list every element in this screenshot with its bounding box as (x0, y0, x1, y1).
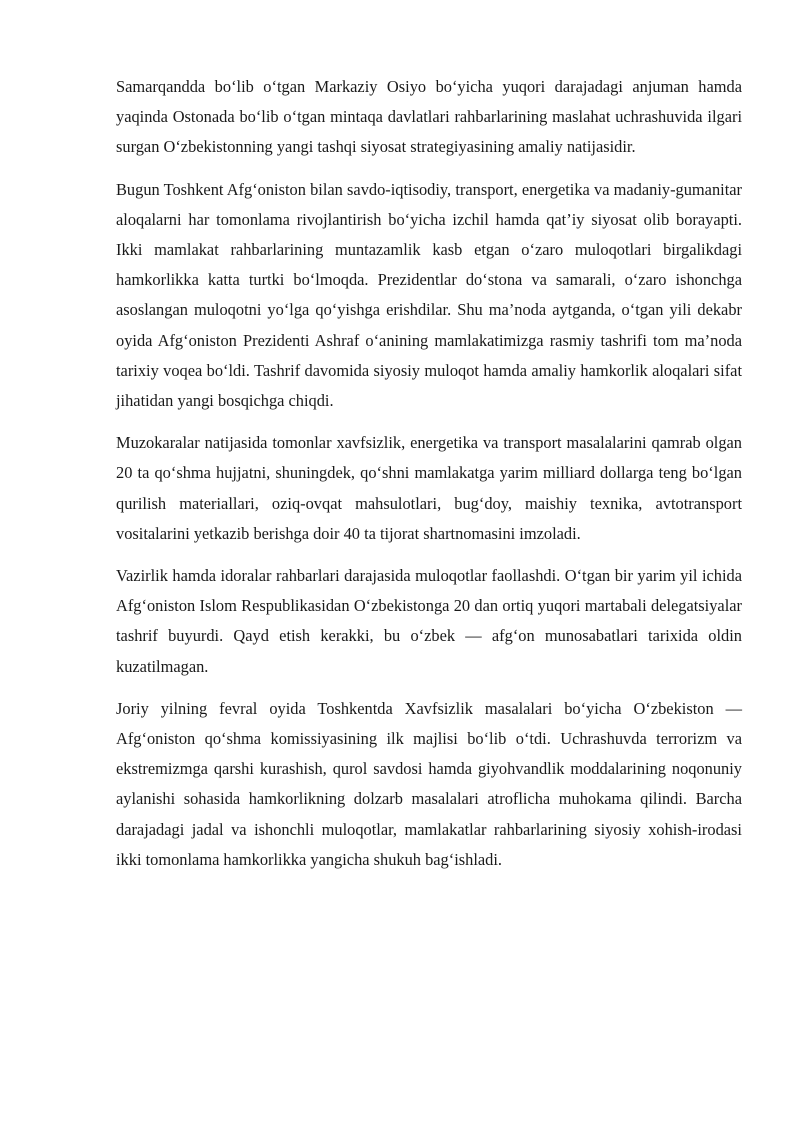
paragraph-1: Samarqandda bo‘lib o‘tgan Markaziy Osiyo bo‘yicha yuqori darajadagi anjuman hamda yaqinda Ostonada bo‘lib o‘tgan mintaqa davlatlari rahbarlarining maslahat uchrashuvida ilgari surgan O‘zbekistonning yangi tashqi siyosat strategiyasining amaliy natijasidir. (116, 77, 742, 157)
paragraph-2: Bugun Toshkent Afg‘oniston bilan savdo-iqtisodiy, transport, energetika va madaniy-gumanitar aloqalarni har tomonlama rivojlantirish bo‘yicha izchil hamda qat’iy siyosat olib borayapti. Ikki mamlakat rahbarlarining muntazamlik kasb etgan o‘zaro muloqotlari birgalikdagi hamkorlikka katta turtki bo‘lmoqda. Prezidentlar do‘stona va samarali, o‘zaro ishonchga asoslangan muloqotni yo‘lga qo‘yishga erishdilar. Shu ma’noda aytganda, o‘tgan yili dekabr oyida Afg‘oniston Prezidenti Ashraf o‘anining mamlakatimizga rasmiy tashrifi tom ma’noda tarixiy voqea bo‘ldi. Tashrif davomida siyosiy muloqot hamda amaliy hamkorlik aloqalari sifat jihatidan yangi bosqichga chiqdi. (116, 179, 742, 411)
paragraph-5: Joriy yilning fevral oyida Toshkentda Xavfsizlik masalalari bo‘yicha O‘zbekiston — Afg‘oniston qo‘shma komissiyasining ilk majlisi bo‘lib o‘tdi. Uchrashuvda terrorizm va ekstremizmga qarshi kurashish, qurol savdosi hamda giyohvandlik moddalarining noqonuniy aylanishi sohasida hamkorlikning dolzarb masalalari atroflicha muhokama qilindi. Barcha darajadagi jadal va ishonchli muloqotlar, mamlakatlar rahbarlarining siyosiy xohish-irodasi ikki tomonlama hamkorlikka yangicha shukuh bag‘ishladi. (116, 698, 742, 869)
document-page (116, 72, 742, 887)
paragraph-4: Vazirlik hamda idoralar rahbarlari darajasida muloqotlar faollashdi. O‘tgan bir yarim yil ichida Afg‘oniston Islom Respublikasidan O‘zbekistonga 20 dan ortiq yuqori martabali delegatsiyalar tashrif buyurdi. Qayd etish kerakki, bu o‘zbek — afg‘on munosabatlari tarixida oldin kuzatilmagan. (116, 566, 742, 676)
paragraph-3: Muzokaralar natijasida tomonlar xavfsizlik, energetika va transport masalalarini qamrab olgan 20 ta qo‘shma hujjatni, shuningdek, qo‘shni mamlakatga yarim milliard dollarga teng bo‘lgan qurilish materiallari, oziq-ovqat mahsulotlari, bug‘doy, maishiy texnika, avtotransport vositalarini yetkazib berishga doir 40 ta tijorat shartnomasini imzoladi. (116, 433, 742, 543)
